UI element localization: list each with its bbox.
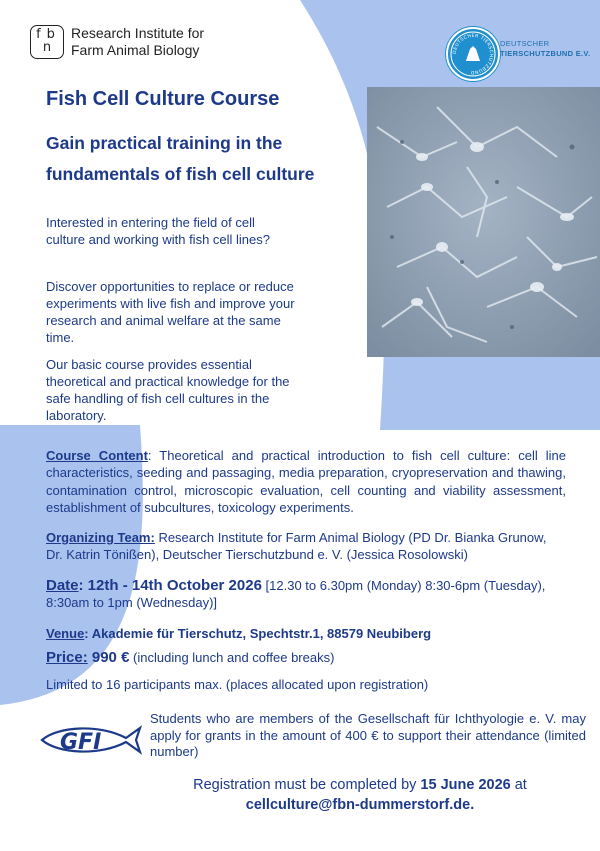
fbn-logo	[30, 25, 64, 59]
cell-culture-micrograph	[367, 87, 600, 357]
intro-paragraph-1: Interested in entering the field of cell culture and working with fish cell lines?	[46, 215, 270, 247]
page-subtitle-line2: fundamentals of fish cell culture	[46, 164, 315, 184]
course-venue	[46, 625, 566, 642]
registration-notice	[150, 775, 570, 815]
tierschutzbund-name-line1: DEUTSCHER	[500, 39, 550, 48]
date-value: : 12th - 14th October 2026	[78, 577, 262, 594]
fbn-logo-top: fb	[36, 27, 61, 42]
tierschutzbund-logo	[446, 27, 500, 81]
date-times: [12.30 to 6.30pm (Monday) 8:30-6pm (Tuesday), 8:30am to 1pm (Wednesday)]	[46, 578, 546, 611]
venue-value: : Akademie für Tierschutz, Spechtstr.1, 88579 Neubiberg	[84, 626, 432, 641]
gfi-logo-text: GFI	[60, 730, 102, 755]
institute-name-line1: Research Institute for	[71, 25, 205, 41]
institute-name	[71, 25, 204, 59]
price-value: 990 €	[87, 649, 130, 666]
tierschutzbund-name	[500, 39, 590, 59]
tierschutzbund-name-line2: TIERSCHUTZBUND E.V.	[500, 49, 591, 58]
tierschutzbund-badge-text: DEUTSCHER TIERSCHUTZBUND	[452, 33, 494, 75]
date-label: Date	[46, 577, 79, 594]
course-date	[46, 577, 566, 612]
tierschutzbund-emblem-icon	[448, 29, 498, 79]
organizing-team-label: Organizing Team:	[46, 530, 155, 545]
price-label: Price:	[46, 649, 88, 666]
registration-end: .	[470, 797, 475, 813]
registration-text: Registration must be completed by	[193, 777, 421, 793]
intro-paragraph-3: Our basic course provides essential theoretical and practical knowledge for the safe handling of fish cell cultures in the laboratory.	[46, 357, 290, 423]
participant-limit: Limited to 16 participants max. (places allocated upon registration)	[46, 677, 429, 692]
page-subtitle-line1: Gain practical training in the	[46, 133, 283, 153]
page-title: Fish Cell Culture Course	[46, 88, 280, 110]
course-content-label: Course Content	[46, 448, 148, 463]
page-subtitle	[46, 128, 376, 190]
course-price	[46, 649, 566, 666]
gfi-grant-note: Students who are members of the Gesellschaft für Ichthyologie e. V. may apply for grants in the amount of 400 € to support their attendance (limited number)	[150, 711, 586, 759]
venue-label: Venue	[46, 626, 85, 641]
course-content-text: : Theoretical and practical introduction to fish cell culture: cell line characteristics, seeding and passaging, media preparation, cryopreservation and thawing, contamination control, microscopic evaluation, cell counting and viability assessment, establishment of subcultures, toxicology experiments.	[46, 448, 567, 515]
gfi-logo	[38, 722, 144, 758]
registration-suffix: at	[510, 777, 527, 793]
registration-email[interactable]: cellculture@fbn-dummerstorf.de	[245, 797, 471, 813]
fbn-logo-bottom: n	[42, 40, 52, 55]
organizing-team	[46, 529, 566, 564]
institute-name-line2: Farm Animal Biology	[71, 42, 200, 58]
registration-deadline: 15 June 2026	[420, 777, 511, 793]
organizing-team-text: Research Institute for Farm Animal Biology (PD Dr. Bianka Grunow, Dr. Katrin Tönißen), Deutscher Tierschutzbund e. V. (Jessica Rosolowski)	[46, 530, 547, 563]
course-content	[46, 447, 566, 516]
intro-paragraph-2: Discover opportunities to replace or reduce experiments with live fish and improve your research and animal welfare at the same time.	[46, 279, 295, 345]
price-note: (including lunch and coffee breaks)	[129, 650, 335, 665]
